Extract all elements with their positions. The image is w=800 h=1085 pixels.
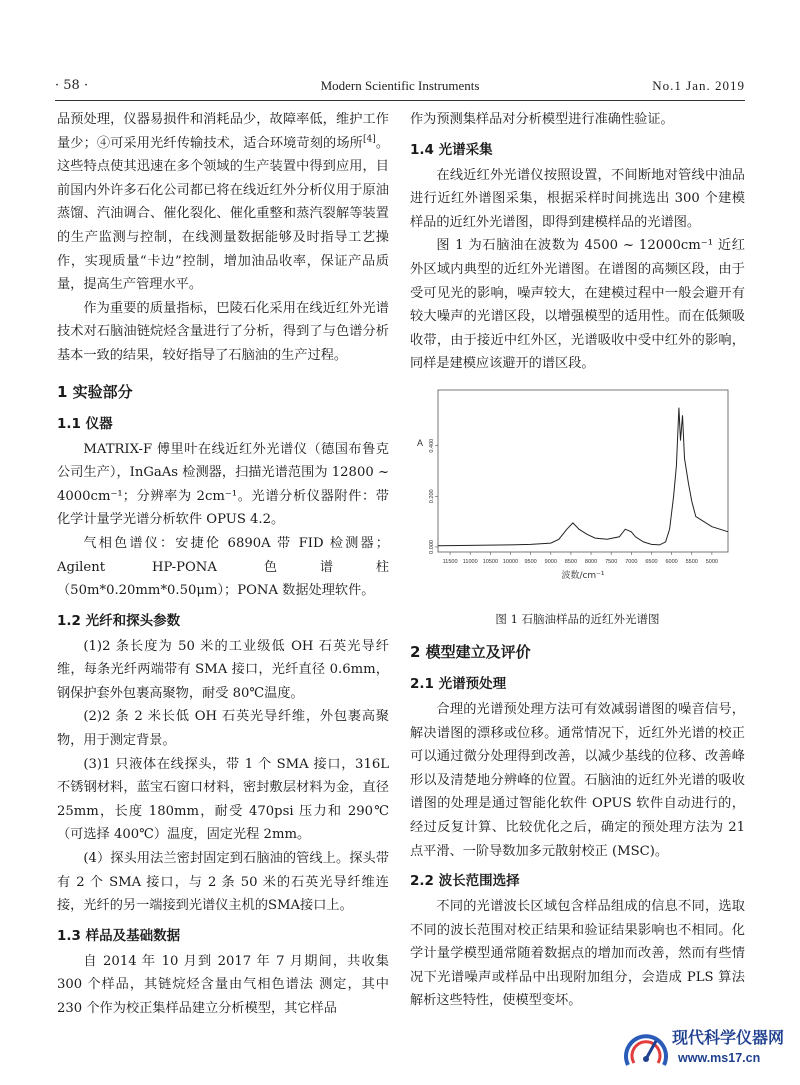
x-tick-label: 11000 xyxy=(462,558,478,565)
x-tick-label: 8000 xyxy=(584,558,598,565)
x-axis-label: 波数/cm⁻¹ xyxy=(561,570,605,581)
paragraph: 作为预测集样品对分析模型进行准确性验证。 xyxy=(410,112,674,127)
paragraph: 气相色谱仪：安捷伦 6890A 带 FID 检测器；Agilent HP-PONA 色谱柱（50m*0.20mm*0.50μm）；PONA 数据处理软件。 xyxy=(57,535,389,599)
paragraph: 品预处理，仪器易损件和消耗品少，故障率低，维护工作量少；④可采用光纤传输技术，适合环境苛刻的场所[4]。这些特点使其迅速在多个领域的生产装置中得到应用，目前国内外许多石化公司都已将在线近红外分析仪用于原油蒸馏、汽油调合、催化裂化、催化重整和蒸汽裂解等装置的生产监测与控制，在线测量数据能够及时指导工艺操作，实现质量“卡边”控制，增加油品收率，保证产品质量，提高生产管理水平。 xyxy=(57,112,390,293)
y-tick-label: 0.400 xyxy=(429,438,435,453)
section-heading: 1 实验部分 xyxy=(57,382,133,401)
paragraph: 自 2014 年 10 月到 2017 年 7 月期间，共收集 300 个样品，其链烷烃含量由气相色谱法 测定，其中 230 个作为校正集样品建立分析模型，其它样品 xyxy=(57,953,389,1016)
paragraph: MATRIX-F 傅里叶在线近红外光谱仪（德国布鲁克公司生产），InGaAs 检测器，扫描光谱范围为 12800 ~ 4000cm⁻¹；分辨率为 2cm⁻¹。光谱分析仪器附件：带化学计量学光谱分析软件 OPUS 4.2。 xyxy=(57,441,389,528)
gauge-logo-icon xyxy=(620,1019,672,1075)
right-column xyxy=(410,108,745,1013)
spectrum-line xyxy=(438,408,728,546)
left-column xyxy=(57,108,389,1021)
x-tick-label: 11500 xyxy=(442,558,458,565)
paragraph: (4）探头用法兰密封固定到石脑油的管线上。探头带有 2 个 SMA 接口，与 2 条 50 米的石英光导纤维连接，光纤的另一端接到光谱仪主机的SMA接口上。 xyxy=(57,851,389,914)
spectrum-figure xyxy=(410,382,745,604)
citation[interactable]: [4] xyxy=(362,134,376,145)
plot-frame xyxy=(438,390,728,552)
subsection-heading: 1.3 样品及基础数据 xyxy=(57,927,181,944)
figure-caption: 图 1 石脑油样品的近红外光谱图 xyxy=(495,611,660,626)
running-header xyxy=(55,78,745,101)
logo-url[interactable]: www.ms17.cn xyxy=(678,1051,761,1065)
spectrum-chart xyxy=(410,382,745,604)
paragraph: 图 1 为石脑油在波数为 4500 ~ 12000cm⁻¹ 近红外区域内典型的近红外光谱图。在谱图的高频区段，由于受可见光的影响，噪声较大，在建模过程中一般会避开有较大噪声的光谱区段，以增强模型的适用性。而在低频吸收带，由于接近中红外区，光谱吸收中受中红外的影响，同样是建模应该避开的谱区段。 xyxy=(410,238,745,372)
x-tick-label: 5500 xyxy=(685,558,698,565)
x-tick-label: 5000 xyxy=(705,558,719,565)
x-tick-label: 10500 xyxy=(482,558,499,565)
page-number: · 58 · xyxy=(55,78,89,93)
subsection-heading: 1.4 光谱采集 xyxy=(410,141,493,158)
y-tick-label: 0.200 xyxy=(429,489,435,504)
section-heading: 2 模型建立及评价 xyxy=(410,642,531,661)
x-tick-label: 10000 xyxy=(502,558,519,565)
x-tick-label: 6000 xyxy=(665,558,678,565)
paragraph: 合理的光谱预处理方法可有效减弱谱图的噪音信号，解决谱图的漂移或位移。通常情况下，近红外光谱的校正可以通过微分处理得到改善，以减少基线的位移、改善峰形以及清楚地分辨峰的位置。石脑油的近红外光谱的吸收谱图的处理是通过智能化软件 OPUS 软件自动进行的，经过反复计算、比较优化之后，确定的预处理方法为 21 点平滑、一阶导数加多元散射校正 (MSC)。 xyxy=(410,701,745,859)
x-tick-label: 9000 xyxy=(544,558,557,565)
paragraph: (1)2 条长度为 50 米的工业级低 OH 石英光导纤维，每条光纤两端带有 SMA 接口，光纤直径 0.6mm，钢保护套外包裹高聚物，耐受 80℃温度。 xyxy=(57,638,389,701)
paragraph: (3)1 只液体在线探头，带 1 个 SMA 接口，316L 不锈钢材料，蓝宝石窗口材料，密封敷层材料为金，直径 25mm，长度 180mm，耐受 470psi 压力和 290℃（可选择 400℃）温度，固定光程 2mm。 xyxy=(57,756,389,843)
y-tick-label: 0.000 xyxy=(429,539,435,554)
x-tick-label: 6500 xyxy=(645,558,658,565)
logo-text: 现代科学仪器网 xyxy=(672,1028,785,1047)
subsection-heading: 2.2 波长范围选择 xyxy=(410,873,520,890)
paragraph: 不同的光谱波长区域包含样品组成的信息不同，选取不同的波长范围对校正结果和验证结果影响也不相同。化学计量学模型通常随着数据点的增加而改善，然而有些情况下光谱噪声或样品中出现附加组分，会造成 PLS 算法解析这些特性，使模型变坏。 xyxy=(410,899,745,1009)
issue-info: No.1 Jan. 2019 xyxy=(652,78,745,93)
paragraph: 作为重要的质量指标，巴陵石化采用在线近红外光谱技术对石脑油链烷烃含量进行了分析，得到了与色谱分析基本一致的结果，较好指导了石脑油的生产过程。 xyxy=(57,300,389,363)
paragraph: (2)2 条 2 米长低 OH 石英光导纤维，外包裹高聚物，用于测定背景。 xyxy=(57,709,389,749)
site-logo[interactable] xyxy=(620,1019,790,1077)
subsection-heading: 1.1 仪器 xyxy=(57,415,113,432)
subsection-heading: 2.1 光谱预处理 xyxy=(410,675,507,692)
x-tick-label: 8500 xyxy=(564,558,578,565)
paragraph: 在线近红外光谱仪按照设置，不间断地对管线中油品进行近红外谱图采集，根据采样时间挑选出 300 个建模样品的近红外光谱图，即得到建模样品的光谱图。 xyxy=(410,167,745,230)
x-tick-label: 7500 xyxy=(605,558,618,565)
journal-title: Modern Scientific Instruments xyxy=(320,78,480,93)
subsection-heading: 1.2 光纤和探头参数 xyxy=(57,612,181,629)
x-tick-label: 7000 xyxy=(625,558,638,565)
y-axis-label: A xyxy=(416,437,424,448)
x-tick-label: 9500 xyxy=(524,558,537,565)
